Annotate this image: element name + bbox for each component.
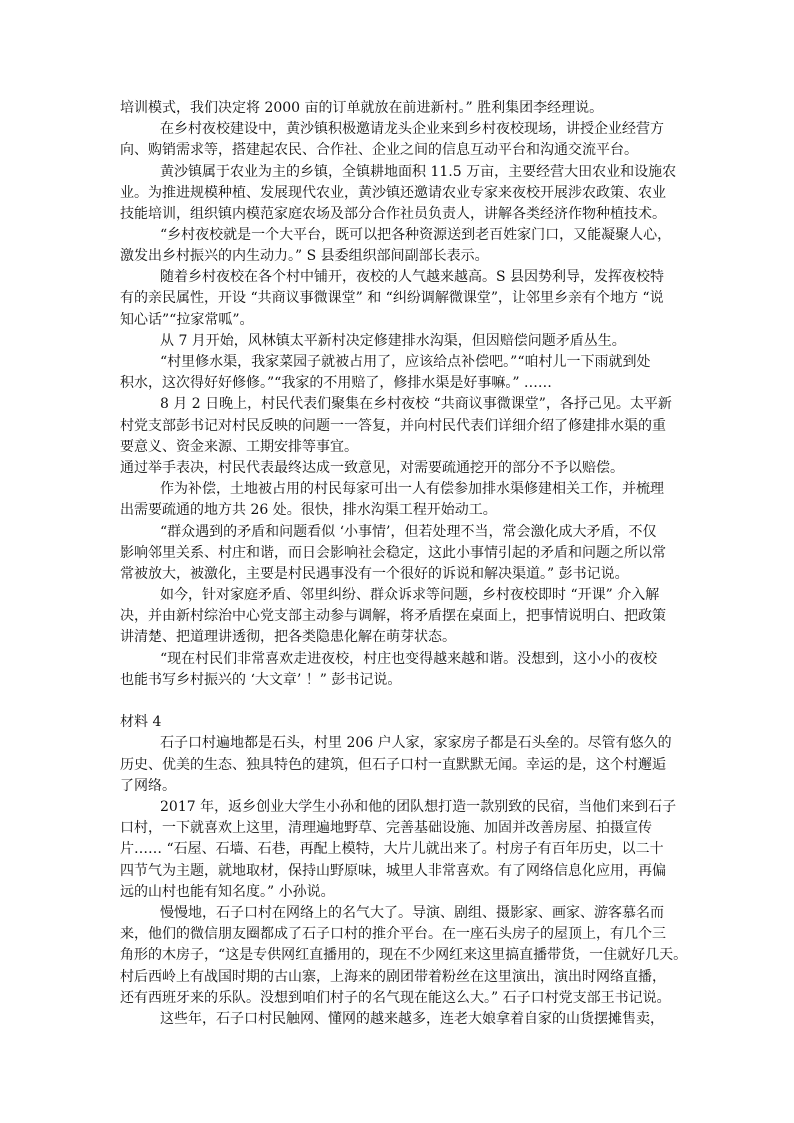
text-line: “现在村民们非常喜欢走进夜校，村庄也变得越来越和谐。没想到，这小小的夜校 [160, 651, 658, 667]
text-line: 远的山村也能有知名度。” 小孙说。 [120, 884, 335, 900]
text-line: 口村，一下就喜欢上这里，清理遍地野草、完善基础设施、加固并改善房屋、拍摄宣传 [120, 820, 652, 836]
text-line: 业。为推进规模种植、发展现代农业，黄沙镇还邀请农业专家来夜校开展涉农政策、农业 [120, 185, 666, 201]
text-line: 从 7 月开始，风林镇太平新村决定修建排水沟渠，但因赔偿问题矛盾丛生。 [160, 333, 626, 349]
text-line: 决，并由新村综治中心党支部主动参与调解，将矛盾摆在桌面上，把事情说明白、把政策 [120, 608, 666, 624]
text-line: 培训模式，我们决定将 2000 亩的订单就放在前进新村。” 胜利集团李经理说。 [120, 100, 604, 116]
text-line: 历史、优美的生态、独具特色的建筑，但石子口村一直默默无闻。幸运的是，这个村邂逅 [120, 757, 666, 773]
text-line: 向、购销需求等，搭建起农民、合作社、企业之间的信息互动平台和沟通交流平台。 [120, 142, 638, 158]
text-line: “乡村夜校就是一个大平台，既可以把各种资源送到老百姓家门口，又能凝聚人心， [160, 227, 672, 243]
text-line: 角形的木房子，“这是专供网红直播用的，现在不少网红来这里搞直播带货，一住就好几天。 [120, 947, 688, 963]
text-line: 技能培训，组织镇内模范家庭农场及部分合作社员负责人，讲解各类经济作物种植技术。 [120, 206, 666, 222]
text-line: 常被放大，被激化，主要是村民遇事没有一个很好的诉说和解决渠道。” 彭书记说。 [120, 566, 629, 582]
text-line: 要意义、资金来源、工期安排等事宜。 [120, 439, 358, 455]
text-line: 影响邻里关系、村庄和谐，而日会影响社会稳定，这此小事情引起的矛盾和问题之所以常 [120, 545, 666, 561]
text-line: 通过举手表决，村民代表最终达成一致意见，对需要疏通挖开的部分不予以赔偿。 [120, 460, 624, 476]
text-line: 有的亲民属性，开设 “共商议事微课堂” 和 “纠纷调解微课堂”，让邻里乡亲有个地方 “说 [120, 290, 664, 306]
text-line: 知心话”“拉家常呱”。 [120, 312, 254, 328]
text-line: 石子口村遍地都是石头，村里 206 户人家，家家房子都是石头垒的。尽管有悠久的 [160, 735, 672, 751]
text-line: 村后西岭上有战国时期的古山寨，上海来的剧团带着粉丝在这里演出，演出时网络直播， [120, 969, 666, 985]
text-line: 村党支部彭书记对村民反映的问题一一答复，并向村民代表们详细介绍了修建排水渠的重 [120, 418, 666, 434]
text-line: 黄沙镇属于农业为主的乡镇，全镇耕地面积 11.5 万亩，主要经营大田农业和设施农 [160, 164, 677, 180]
section-heading: 材料 4 [120, 714, 162, 730]
text-line: 在乡村夜校建设中，黄沙镇积极邀请龙头企业来到乡村夜校现场，讲授企业经营方 [160, 121, 664, 137]
text-line: 了网络。 [120, 778, 176, 794]
text-line: 2017 年，返乡创业大学生小孙和他的团队想打造一款别致的民宿，当他们来到石子 [160, 799, 677, 815]
text-line: 这些年，石子口村民触网、懂网的越来越多，连老大娘拿着自家的山货摆摊售卖， [160, 1011, 664, 1027]
text-line: “群众遇到的矛盾和问题看似 ‘小事情’，但若处理不当，常会激化成大矛盾，不仅 [160, 524, 657, 540]
text-line: 四节气为主题，就地取材，保持山野原味，城里人非常喜欢。有了网络信息化应用，再偏 [120, 863, 666, 879]
text-line: 慢慢地，石子口村在网络上的名气大了。导演、剧组、摄影家、画家、游客慕名而 [160, 905, 664, 921]
text-line: 如今，针对家庭矛盾、邻里纠纷、群众诉求等问题，乡村夜校即时 “开课” 介入解 [160, 587, 660, 603]
text-line: “村里修水渠，我家菜园子就被占用了，应该给点补偿吧。”“咱村儿一下雨就到处 [160, 354, 651, 370]
text-line: 出需要疏通的地方共 26 处。很快，排水沟渠工程开始动工。 [120, 502, 497, 518]
text-line: 作为补偿，土地被占用的村民每家可出一人有偿参加排水渠修建相关工作，并梳理 [160, 481, 664, 497]
text-line: 随着乡村夜校在各个村中铺开，夜校的人气越来越高。S 县因势利导，发挥夜校特 [160, 269, 665, 285]
text-line: 讲清楚、把道理讲透彻，把各类隐患化解在萌芽状态。 [120, 629, 456, 645]
text-line: 8 月 2 日晚上，村民代表们聚集在乡村夜校 “共商议事微课堂”，各抒己见。太平新 [160, 396, 672, 412]
text-line: 片…… “石屋、石墙、石巷，再配上模特，大片儿就出来了。村房子有百年历史，以二十 [120, 841, 664, 857]
text-line: 激发出乡村振兴的内生动力。” S 县委组织部间副部长表示。 [120, 248, 489, 264]
text-line: 还有西班牙来的乐队。没想到咱们村子的名气现在能这么大。” 石子口村党支部王书记说。 [120, 990, 671, 1006]
text-line: 也能书写乡村振兴的 ‘大文章’ ！” 彭书记说。 [120, 672, 402, 688]
text-line: 积水，这次得好好修修。”“我家的不用赔了，修排水渠是好事嘛。” …… [120, 375, 552, 391]
text-line: 来，他们的微信朋友圈都成了石子口村的推介平台。在一座石头房子的屋顶上，有几个三 [120, 926, 666, 942]
